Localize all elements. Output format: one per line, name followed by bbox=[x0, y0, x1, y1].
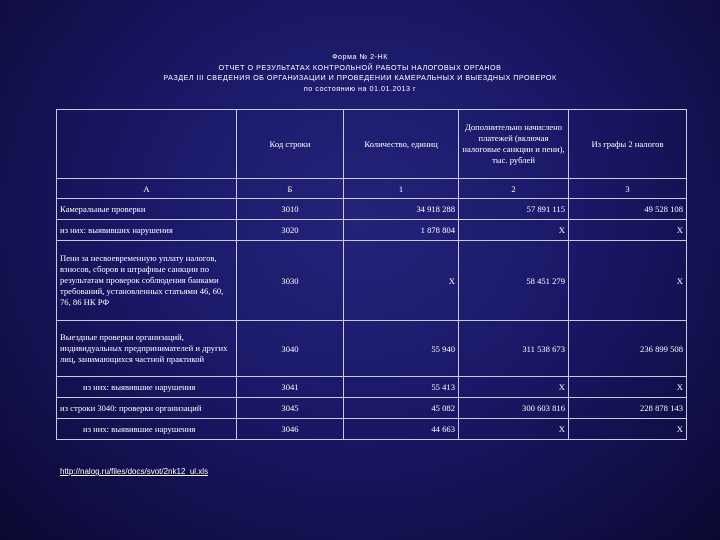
row-count: 45 082 bbox=[344, 398, 459, 419]
row-taxes: 49 528 108 bbox=[569, 199, 687, 220]
column-header-taxes: Из графы 2 налогов bbox=[569, 110, 687, 179]
column-index: 3 bbox=[569, 179, 687, 199]
table-row bbox=[57, 419, 687, 440]
row-taxes: 228 878 143 bbox=[569, 398, 687, 419]
row-count: 34 918 288 bbox=[344, 199, 459, 220]
row-count: 1 878 804 bbox=[344, 220, 459, 241]
row-count: Х bbox=[344, 241, 459, 321]
row-count: 55 413 bbox=[344, 377, 459, 398]
row-taxes: Х bbox=[569, 220, 687, 241]
row-taxes: Х bbox=[569, 419, 687, 440]
table-row bbox=[57, 241, 687, 321]
table-row bbox=[57, 199, 687, 220]
report-table bbox=[56, 109, 687, 440]
row-accrued: Х bbox=[459, 220, 569, 241]
row-code: 3040 bbox=[237, 321, 344, 377]
column-index-row bbox=[57, 179, 687, 199]
report-header bbox=[0, 52, 720, 94]
column-header-count: Количество, единиц bbox=[344, 110, 459, 179]
row-taxes: 236 899 508 bbox=[569, 321, 687, 377]
column-header-code: Код строки bbox=[237, 110, 344, 179]
row-taxes: Х bbox=[569, 241, 687, 321]
column-index: А bbox=[57, 179, 237, 199]
row-taxes: Х bbox=[569, 377, 687, 398]
column-index: 1 bbox=[344, 179, 459, 199]
row-label: из них: выявивших нарушения bbox=[57, 220, 237, 241]
report-title: ОТЧЕТ О РЕЗУЛЬТАТАХ КОНТРОЛЬНОЙ РАБОТЫ НАЛОГОВЫХ ОРГАНОВ bbox=[218, 62, 502, 72]
source-link[interactable]: http://nalog.ru/files/docs/svot/2nk12_ul.xls bbox=[60, 467, 209, 476]
row-code: 3045 bbox=[237, 398, 344, 419]
row-accrued: 311 538 673 bbox=[459, 321, 569, 377]
row-code: 3020 bbox=[237, 220, 344, 241]
row-count: 55 940 bbox=[344, 321, 459, 377]
row-code: 3041 bbox=[237, 377, 344, 398]
column-index: Б bbox=[237, 179, 344, 199]
row-accrued: 57 891 115 bbox=[459, 199, 569, 220]
column-header-label bbox=[57, 110, 237, 179]
row-code: 3010 bbox=[237, 199, 344, 220]
row-label: из них: выявившие нарушения bbox=[57, 419, 237, 440]
row-code: 3046 bbox=[237, 419, 344, 440]
row-accrued: 58 451 279 bbox=[459, 241, 569, 321]
row-label: из строки 3040: проверки организаций bbox=[57, 398, 237, 419]
row-label: Пени за несвоевременную уплату налогов, взносов, сборов и штрафные санкции по результатам проверок соблюдения банками требований, установленных статьями 46, 60, 76, 86 НК РФ bbox=[57, 241, 237, 321]
row-label: Выездные проверки организаций, индивидуальных предпринимателей и других лиц, занимающихся частной практикой bbox=[57, 321, 237, 377]
row-code: 3030 bbox=[237, 241, 344, 321]
form-number: Форма № 2-НК bbox=[332, 52, 388, 61]
table-row bbox=[57, 321, 687, 377]
table-row bbox=[57, 377, 687, 398]
row-accrued: Х bbox=[459, 419, 569, 440]
report-date: по состоянию на 01.01.2013 г bbox=[303, 83, 417, 93]
column-index: 2 bbox=[459, 179, 569, 199]
row-accrued: Х bbox=[459, 377, 569, 398]
column-header-accrued: Дополнительно начислено платежей (включая налоговые санкции и пени), тыс. рублей bbox=[459, 110, 569, 179]
section-title: РАЗДЕЛ III СВЕДЕНИЯ ОБ ОРГАНИЗАЦИИ И ПРОВЕДЕНИИ КАМЕРАЛЬНЫХ И ВЫЕЗДНЫХ ПРОВЕРОК bbox=[163, 73, 557, 82]
table-row bbox=[57, 398, 687, 419]
table-header-row bbox=[57, 110, 687, 179]
row-accrued: 300 603 816 bbox=[459, 398, 569, 419]
table-row bbox=[57, 220, 687, 241]
row-count: 44 663 bbox=[344, 419, 459, 440]
row-label: Камеральные проверки bbox=[57, 199, 237, 220]
row-label: из них: выявившие нарушения bbox=[57, 377, 237, 398]
